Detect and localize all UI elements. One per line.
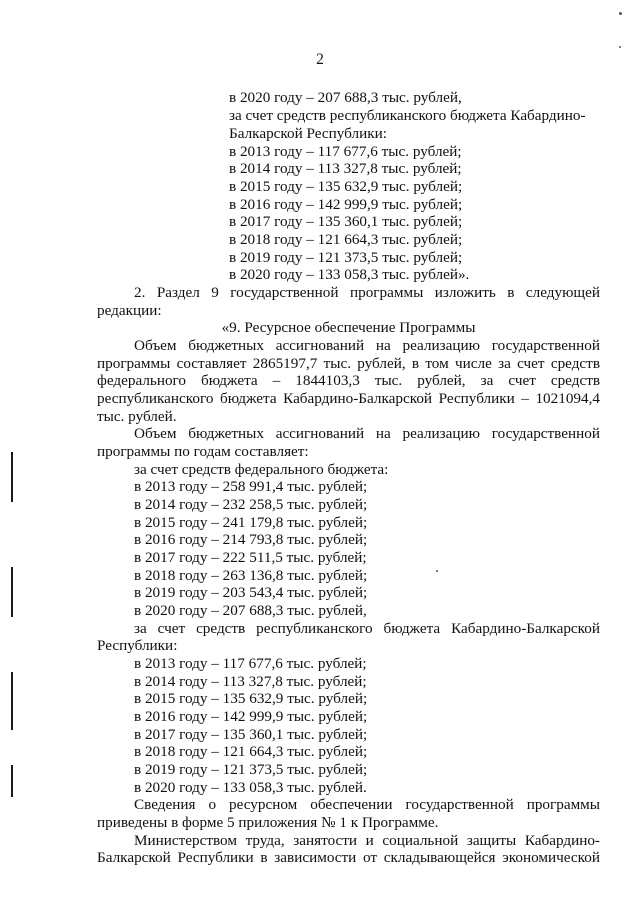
text-line: в 2015 году – 241 179,8 тыс. рублей; [134,514,368,531]
text-line: в 2020 году – 207 688,3 тыс. рублей, [229,89,462,106]
text-line: Республики: [97,637,178,654]
text-line: Балкарской Республики в зависимости от складывающейся экономической [97,849,600,866]
scan-speck [436,570,438,572]
text-line: в 2018 году – 263 136,8 тыс. рублей; [134,567,368,584]
revision-bar [11,452,13,502]
text-line: в 2015 году – 135 632,9 тыс. рублей; [229,178,463,195]
text-line: федерального бюджета – 1844103,3 тыс. рублей, за счет средств [97,372,600,389]
text-line: в 2020 году – 133 058,3 тыс. рублей. [134,779,367,796]
text-line: Министерством труда, занятости и социальной защиты Кабардино- [134,832,600,849]
text-line: программы по годам составляет: [97,443,309,460]
text-line: редакции: [97,302,162,319]
text-line: тыс. рублей. [97,408,177,425]
text-line: за счет средств федерального бюджета: [134,461,389,478]
text-line: Сведения о ресурсном обеспечении государственной программы [134,796,600,813]
text-line: в 2016 году – 142 999,9 тыс. рублей; [134,708,368,725]
section-title: «9. Ресурсное обеспечение Программы [221,319,476,336]
text-line: в 2014 году – 113 327,8 тыс. рублей; [134,673,367,690]
text-line: 2. Раздел 9 государственной программы изложить в следующей [134,284,600,301]
text-line: в 2016 году – 214 793,8 тыс. рублей; [134,531,368,548]
revision-bar [11,567,13,617]
text-line: приведены в форме 5 приложения № 1 к Программе. [97,814,439,831]
text-line: в 2017 году – 135 360,1 тыс. рублей; [134,726,368,743]
revision-bar [11,765,13,797]
scan-speck [619,12,622,15]
revision-bar [11,672,13,730]
text-line: в 2017 году – 222 511,5 тыс. рублей; [134,549,367,566]
page-number: 2 [316,51,324,68]
text-line: в 2018 году – 121 664,3 тыс. рублей; [134,743,368,760]
text-line: в 2016 году – 142 999,9 тыс. рублей; [229,196,463,213]
scan-speck [619,46,621,48]
text-line: в 2015 году – 135 632,9 тыс. рублей; [134,690,368,707]
text-line: в 2014 году – 113 327,8 тыс. рублей; [229,160,462,177]
text-line: в 2017 году – 135 360,1 тыс. рублей; [229,213,463,230]
text-line: программы составляет 2865197,7 тыс. рублей, в том числе за счет средств [97,355,600,372]
text-line: Объем бюджетных ассигнований на реализацию государственной [134,425,600,442]
text-line: в 2019 году – 121 373,5 тыс. рублей; [134,761,368,778]
text-line: в 2014 году – 232 258,5 тыс. рублей; [134,496,368,513]
text-line: за счет средств республиканского бюджета Кабардино- [229,107,586,124]
text-line: в 2013 году – 117 677,6 тыс. рублей; [229,143,462,160]
text-line: в 2013 году – 117 677,6 тыс. рублей; [134,655,367,672]
text-line: Объем бюджетных ассигнований на реализацию государственной [134,337,600,354]
text-line: Балкарской Республики: [229,125,387,142]
text-line: за счет средств республиканского бюджета Кабардино-Балкарской [134,620,600,637]
text-line: в 2019 году – 203 543,4 тыс. рублей; [134,584,368,601]
text-line: в 2013 году – 258 991,4 тыс. рублей; [134,478,368,495]
text-line: в 2020 году – 207 688,3 тыс. рублей, [134,602,367,619]
text-line: в 2018 году – 121 664,3 тыс. рублей; [229,231,463,248]
text-line: республиканского бюджета Кабардино-Балкарской Республики – 1021094,4 [97,390,600,407]
text-line: в 2020 году – 133 058,3 тыс. рублей». [229,266,470,283]
text-line: в 2019 году – 121 373,5 тыс. рублей; [229,249,463,266]
